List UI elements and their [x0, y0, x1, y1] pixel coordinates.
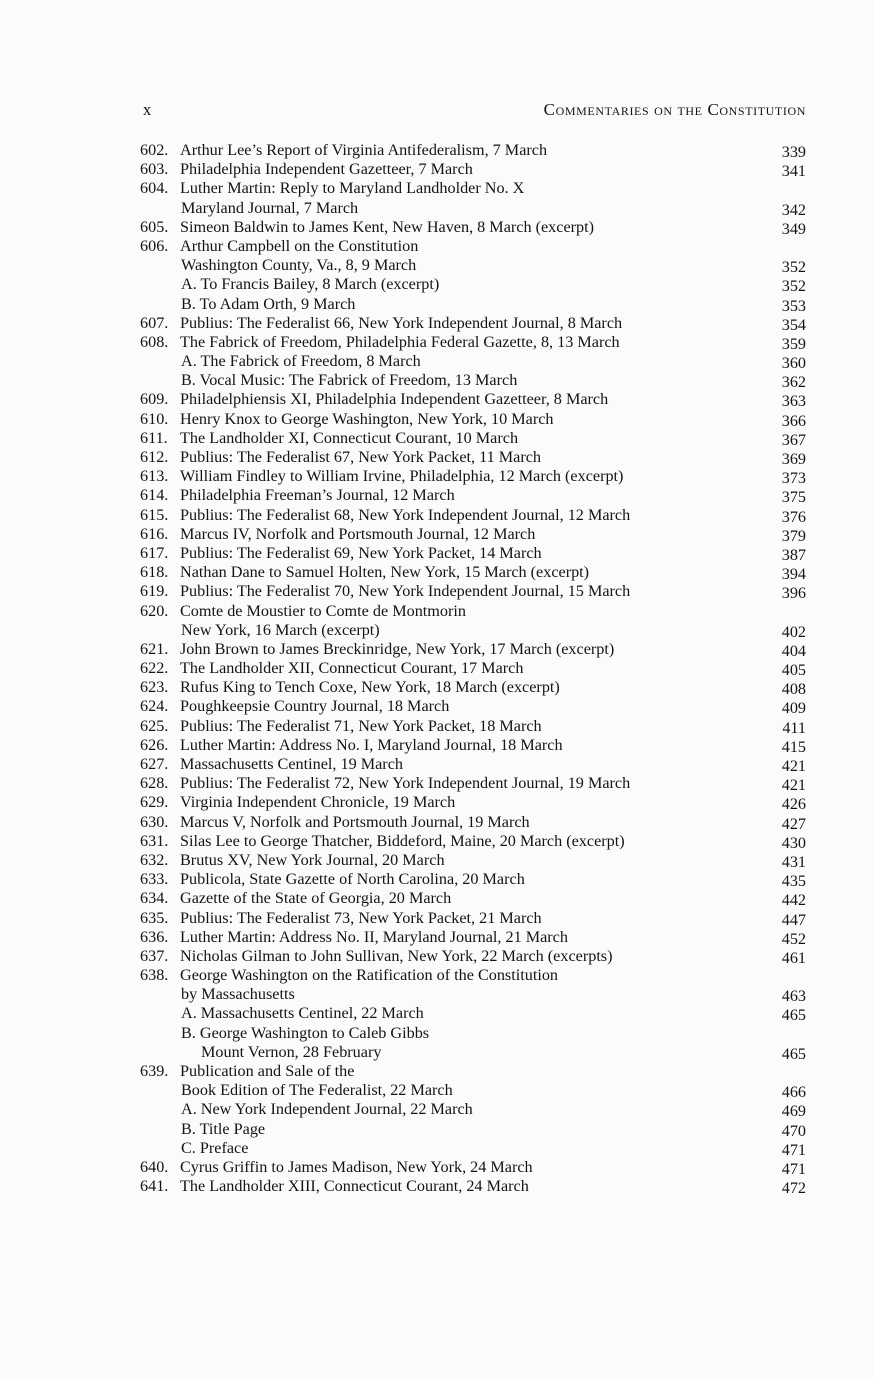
entry-number: 629.: [140, 793, 169, 812]
entry-page-number: 405: [781, 661, 806, 680]
entry-title: Virginia Independent Chronicle, 19 March: [180, 793, 456, 812]
entry-title: Gazette of the State of Georgia, 20 March: [180, 889, 452, 908]
entry-page-number: 465: [781, 1044, 806, 1063]
entry-title: Arthur Lee’s Report of Virginia Antifederalism, 7 March: [180, 141, 548, 159]
toc-entry: [0, 1081, 874, 1100]
entry-number: 624.: [140, 697, 169, 716]
entry-number: 612.: [140, 448, 169, 466]
page-number: x: [143, 100, 152, 119]
entry-page-number: 426: [781, 795, 806, 814]
entry-title: B. George Washington to Caleb Gibbs: [181, 1023, 430, 1042]
entry-page-number: 461: [781, 948, 806, 967]
entry-title: Mount Vernon, 28 February: [201, 1042, 382, 1061]
entry-title: The Landholder XII, Connecticut Courant, 17 March: [180, 659, 524, 678]
entry-title: The Landholder XI, Connecticut Courant, 10 March: [180, 428, 519, 447]
entry-page-number: 367: [781, 430, 806, 449]
entry-number: 603.: [140, 160, 169, 179]
entry-title: Luther Martin: Reply to Maryland Landholder No. X: [180, 179, 525, 198]
entry-page-number: 342: [781, 200, 806, 219]
entry-page-number: 466: [781, 1083, 806, 1102]
entry-title: Massachusetts Centinel, 19 March: [180, 755, 403, 773]
entry-title: Publius: The Federalist 72, New York Independent Journal, 19 March: [180, 774, 631, 793]
entry-title: B. Title Page: [181, 1119, 266, 1138]
entry-number: 616.: [140, 524, 169, 543]
entry-number: 633.: [140, 870, 169, 889]
toc-entry: [0, 218, 874, 237]
entry-title: George Washington on the Ratification of the Constitution: [180, 966, 559, 985]
toc-entry: [0, 1024, 874, 1043]
toc-entry: [0, 295, 874, 314]
entry-title: A. Massachusetts Centinel, 22 March: [181, 1004, 424, 1023]
entry-number: 634.: [140, 889, 169, 908]
entry-title: The Fabrick of Freedom, Philadelphia Federal Gazette, 8, 13 March: [180, 332, 620, 351]
toc-entry: [0, 966, 874, 985]
entry-title: Marcus IV, Norfolk and Portsmouth Journal, 12 March: [180, 524, 536, 543]
toc-entry: [0, 717, 874, 736]
entry-page-number: 339: [781, 143, 806, 161]
toc-entry: [0, 256, 874, 275]
toc-entry: [0, 774, 874, 793]
entry-page-number: 430: [781, 833, 806, 852]
entry-number: 639.: [140, 1062, 169, 1080]
entry-number: 626.: [140, 735, 169, 754]
entry-page-number: 353: [781, 296, 806, 315]
entry-number: 618.: [140, 563, 169, 582]
entry-page-number: 354: [781, 315, 806, 334]
entry-page-number: 442: [781, 891, 806, 910]
entry-page-number: 447: [781, 910, 806, 929]
toc-entry: [0, 429, 874, 448]
entry-title: Book Edition of The Federalist, 22 March: [181, 1081, 453, 1100]
entry-page-number: 421: [781, 757, 806, 775]
toc-entry: [0, 275, 874, 294]
toc-entry: [0, 851, 874, 870]
toc-entry: [0, 1100, 874, 1119]
entry-page-number: 408: [781, 680, 806, 699]
entry-title: Luther Martin: Address No. II, Maryland Journal, 21 March: [180, 927, 568, 946]
entry-number: 614.: [140, 486, 169, 505]
toc-entry: [0, 755, 874, 774]
toc-entry: [0, 333, 874, 352]
entry-number: 604.: [140, 179, 169, 198]
toc-entry: [0, 1139, 874, 1158]
entry-page-number: 435: [781, 872, 806, 891]
toc-entry: [0, 390, 874, 409]
entry-title: Publius: The Federalist 70, New York Independent Journal, 15 March: [180, 582, 631, 601]
toc-entry: [0, 352, 874, 371]
entry-title: Marcus V, Norfolk and Portsmouth Journal, 19 March: [180, 812, 530, 831]
entry-title: A. To Francis Bailey, 8 March (excerpt): [181, 275, 440, 294]
entry-number: 608.: [140, 332, 169, 351]
entry-title: Philadelphiensis XI, Philadelphia Independent Gazetteer, 8 March: [180, 390, 609, 409]
entry-page-number: 463: [781, 987, 806, 1006]
toc-entry: [0, 870, 874, 889]
entry-page-number: 415: [781, 737, 806, 756]
entry-title: Washington County, Va., 8, 9 March: [181, 256, 417, 275]
entry-title: Publius: The Federalist 68, New York Independent Journal, 12 March: [180, 505, 631, 524]
toc-entry: [0, 736, 874, 755]
entry-title: Philadelphia Freeman’s Journal, 12 March: [180, 486, 455, 505]
toc-entry: [0, 486, 874, 505]
entry-page-number: 369: [781, 450, 806, 468]
entry-number: 635.: [140, 908, 169, 927]
entry-number: 627.: [140, 755, 169, 773]
entry-number: 615.: [140, 505, 169, 524]
toc-entry: [0, 179, 874, 198]
entry-title: Publius: The Federalist 66, New York Independent Journal, 8 March: [180, 313, 623, 332]
entry-number: 636.: [140, 927, 169, 946]
toc-entry: [0, 160, 874, 179]
entry-title: B. Vocal Music: The Fabrick of Freedom, 13 March: [181, 371, 518, 390]
toc-entry: [0, 678, 874, 697]
entry-page-number: 452: [781, 929, 806, 948]
entry-number: 640.: [140, 1157, 169, 1176]
entry-page-number: 349: [781, 219, 806, 238]
entry-number: 617.: [140, 543, 169, 562]
toc-entry: [0, 1004, 874, 1023]
entry-title: B. To Adam Orth, 9 March: [181, 294, 356, 313]
entry-page-number: 471: [781, 1140, 806, 1159]
toc-entry: [0, 621, 874, 640]
entry-title: Nathan Dane to Samuel Holten, New York, 15 March (excerpt): [180, 563, 590, 582]
toc-entry: [0, 1177, 874, 1196]
toc-entry: [0, 832, 874, 851]
entry-title: Publicola, State Gazette of North Carolina, 20 March: [180, 870, 525, 889]
toc-entry: [0, 793, 874, 812]
entry-title: William Findley to William Irvine, Philadelphia, 12 March (excerpt): [180, 467, 624, 486]
toc-entry: [0, 544, 874, 563]
toc-entry: [0, 525, 874, 544]
entry-title: A. New York Independent Journal, 22 March: [181, 1100, 473, 1119]
toc-entry: [0, 1043, 874, 1062]
entry-page-number: 362: [781, 373, 806, 392]
entry-number: 637.: [140, 946, 169, 965]
toc-entry: [0, 1062, 874, 1081]
toc-entry: [0, 1158, 874, 1177]
entry-page-number: 387: [781, 545, 806, 564]
entry-title: Nicholas Gilman to John Sullivan, New York, 22 March (excerpts): [180, 946, 613, 965]
entry-title: Silas Lee to George Thatcher, Biddeford, Maine, 20 March (excerpt): [180, 831, 625, 850]
running-title: Commentaries on the Constitution: [543, 100, 806, 119]
toc-entry: [0, 947, 874, 966]
entry-number: 609.: [140, 390, 169, 409]
toc-entry: [0, 602, 874, 621]
toc-entry: [0, 563, 874, 582]
entry-page-number: 363: [781, 392, 806, 411]
entry-number: 641.: [140, 1177, 169, 1196]
toc-entry: [0, 199, 874, 218]
entry-page-number: 360: [781, 354, 806, 373]
entry-number: 602.: [140, 141, 169, 159]
entry-title: C. Preface: [181, 1138, 249, 1157]
toc-entry: [0, 640, 874, 659]
entry-page-number: 394: [781, 565, 806, 584]
toc-entry: [0, 467, 874, 486]
entry-number: 620.: [140, 601, 169, 620]
entry-page-number: 427: [781, 814, 806, 833]
toc-entry: [0, 237, 874, 256]
entry-number: 611.: [140, 428, 168, 447]
toc-entry: [0, 1120, 874, 1139]
entry-title: Maryland Journal, 7 March: [181, 198, 359, 217]
entry-number: 610.: [140, 409, 169, 428]
entry-title: Rufus King to Tench Coxe, New York, 18 March (excerpt): [180, 678, 560, 697]
toc-entry: [0, 371, 874, 390]
toc-entry: [0, 448, 874, 467]
entry-title: Publius: The Federalist 69, New York Packet, 14 March: [180, 543, 542, 562]
entry-title: Comte de Moustier to Comte de Montmorin: [180, 601, 466, 620]
entry-number: 607.: [140, 313, 169, 332]
entry-number: 628.: [140, 774, 169, 793]
entry-title: Poughkeepsie Country Journal, 18 March: [180, 697, 450, 716]
entry-title: Henry Knox to George Washington, New York, 10 March: [180, 409, 554, 428]
entry-title: Brutus XV, New York Journal, 20 March: [180, 850, 445, 869]
entry-page-number: 402: [781, 622, 806, 641]
toc-entry: [0, 506, 874, 525]
entry-title: by Massachusetts: [181, 985, 295, 1004]
table-of-contents: [0, 141, 874, 1196]
entry-page-number: 352: [781, 258, 806, 277]
entry-number: 631.: [140, 831, 169, 850]
toc-entry: [0, 314, 874, 333]
entry-page-number: 404: [781, 641, 806, 660]
entry-number: 630.: [140, 812, 169, 831]
toc-entry: [0, 582, 874, 601]
entry-page-number: 470: [781, 1121, 806, 1140]
entry-title: Cyrus Griffin to James Madison, New York, 24 March: [180, 1157, 533, 1176]
toc-entry: [0, 659, 874, 678]
entry-page-number: 472: [781, 1179, 806, 1198]
entry-number: 605.: [140, 217, 169, 236]
entry-number: 638.: [140, 966, 169, 985]
entry-number: 625.: [140, 716, 169, 735]
toc-entry: [0, 813, 874, 832]
entry-page-number: 396: [781, 584, 806, 603]
toc-entry: [0, 697, 874, 716]
entry-page-number: 366: [781, 411, 806, 430]
entry-number: 606.: [140, 236, 169, 255]
toc-entry: [0, 909, 874, 928]
entry-title: Publius: The Federalist 71, New York Packet, 18 March: [180, 716, 542, 735]
entry-page-number: 409: [781, 699, 806, 718]
entry-number: 621.: [140, 639, 169, 658]
entry-title: Simeon Baldwin to James Kent, New Haven, 8 March (excerpt): [180, 217, 595, 236]
toc-entry: [0, 889, 874, 908]
entry-title: Arthur Campbell on the Constitution: [180, 236, 419, 255]
entry-title: Publius: The Federalist 67, New York Packet, 11 March: [180, 448, 542, 466]
entry-page-number: 411: [782, 718, 806, 737]
entry-number: 619.: [140, 582, 169, 601]
entry-title: A. The Fabrick of Freedom, 8 March: [181, 352, 421, 371]
entry-page-number: 376: [781, 507, 806, 526]
entry-page-number: 373: [781, 469, 806, 488]
toc-entry: [0, 985, 874, 1004]
entry-page-number: 379: [781, 526, 806, 545]
entry-title: New York, 16 March (excerpt): [181, 620, 380, 639]
entry-title: The Landholder XIII, Connecticut Courant, 24 March: [180, 1177, 529, 1196]
toc-entry: [0, 928, 874, 947]
entry-page-number: 375: [781, 488, 806, 507]
entry-page-number: 359: [781, 334, 806, 353]
entry-number: 623.: [140, 678, 169, 697]
entry-number: 613.: [140, 467, 169, 486]
entry-title: Luther Martin: Address No. I, Maryland Journal, 18 March: [180, 735, 563, 754]
entry-title: John Brown to James Breckinridge, New York, 17 March (excerpt): [180, 639, 615, 658]
entry-page-number: 431: [781, 852, 806, 871]
entry-page-number: 421: [781, 776, 806, 795]
entry-number: 622.: [140, 659, 169, 678]
toc-entry: [0, 410, 874, 429]
entry-number: 632.: [140, 850, 169, 869]
entry-page-number: 352: [781, 277, 806, 296]
entry-title: Publication and Sale of the: [180, 1062, 355, 1080]
entry-title: Philadelphia Independent Gazetteer, 7 March: [180, 160, 473, 179]
page-header: [143, 100, 806, 124]
entry-page-number: 341: [781, 162, 806, 181]
entry-title: Publius: The Federalist 73, New York Packet, 21 March: [180, 908, 542, 927]
entry-page-number: 471: [781, 1159, 806, 1178]
toc-entry: [0, 141, 874, 160]
entry-page-number: 465: [781, 1006, 806, 1025]
entry-page-number: 469: [781, 1102, 806, 1121]
